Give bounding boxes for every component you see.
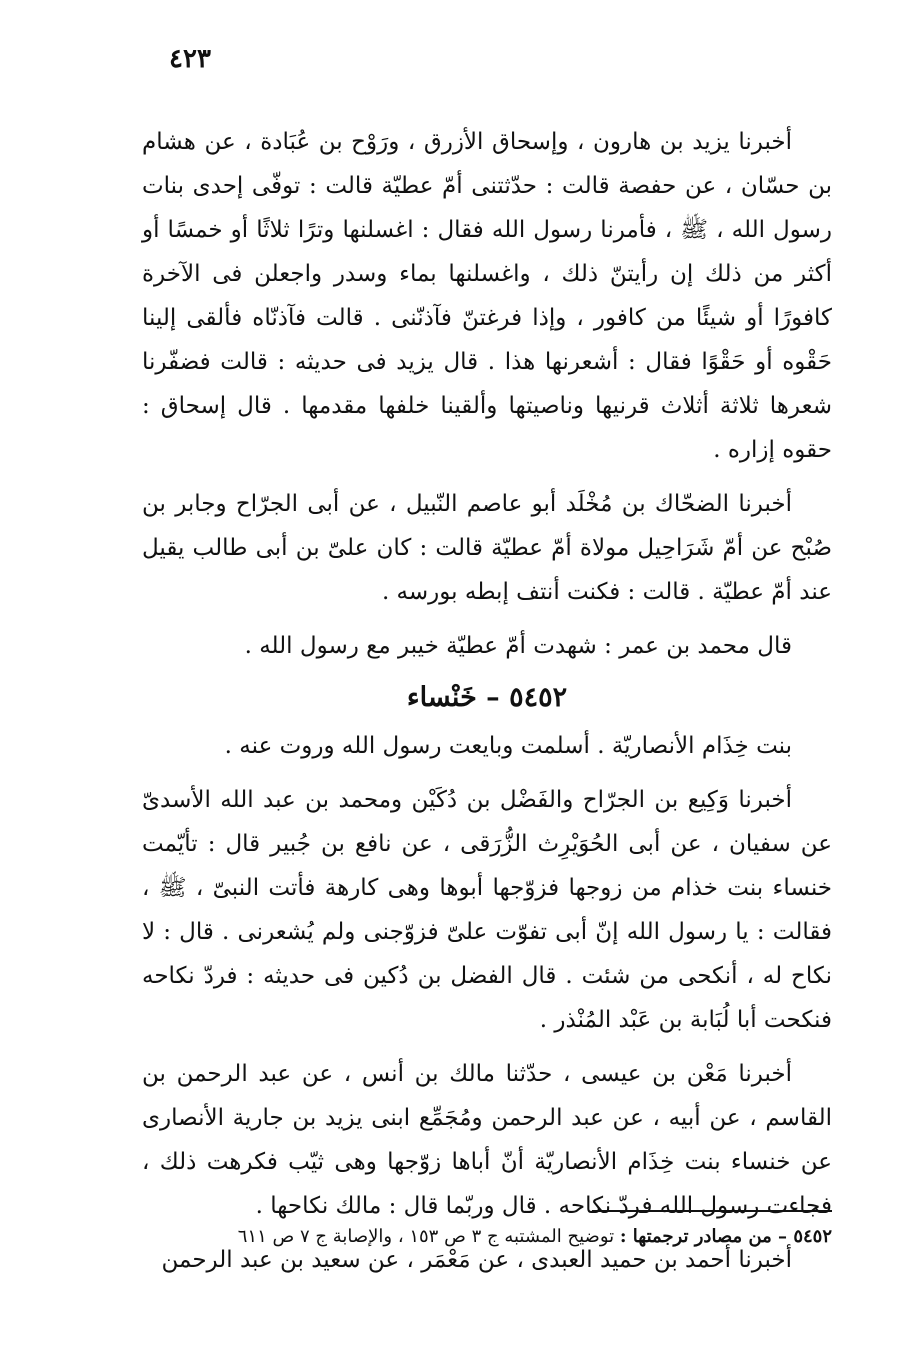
- footnote-divider: [592, 1210, 832, 1212]
- paragraph: بنت خِذَام الأنصاريّة . أسلمت وبايعت رسول الله وروت عنه .: [224, 733, 792, 759]
- footnote-label: ٥٤٥٢ – من مصادر ترجمتها :: [619, 1226, 832, 1247]
- paragraph: أخبرنا مَعْن بن عيسى ، حدّثنا مالك بن أنس ، عن عبد الرحمن بن القاسم ، عن أبيه ، عن عبد الرحمن ومُجَمِّع ابنى يزيد بن جارية الأنصارى عن خنساء بنت خِذَام الأنصاريّة أنّ أباها زوّجها وهى ثيّب فكرهت ذلك ، فجاءت رسول الله فردّ نكاحه . قال وربّما قال : مالك نكاحها .: [142, 1061, 832, 1219]
- paragraph: أخبرنا الضحّاك بن مُخْلَد أبو عاصم النّبيل ، عن أبى الجرّاح وجابر بن صُبْح عن أمّ شَرَاحِيل مولاة أمّ عطيّة قالت : كان علىّ بن أبى طالب يقيل عند أمّ عطيّة . قالت : فكنت أنتف إبطه بورسه .: [142, 491, 832, 605]
- footnote: [142, 1222, 832, 1252]
- main-text: [142, 120, 832, 1282]
- paragraph: أخبرنا وَكِيع بن الجرّاح والفَضْل بن دُكَيْن ومحمد بن عبد الله الأسدىّ عن سفيان ، عن أبى الحُوَيْرِث الزُّرَقى ، عن نافع بن جُبير قال : تأيّمت خنساء بنت خذام من زوجها فزوّجها أبوها وهى كارهة فأتت النبىّ ، ﷺ ، فقالت : يا رسول الله إنّ أبى تفوّت علىّ فزوّجنى ولم يُشعرنى . قال : لا نكاح له ، أنكحى من شئت . قال الفضل بن دُكين فى حديثه : فردّ نكاحه فنكحت أبا لُبَابة بن عَبْد المُنْذر .: [142, 787, 832, 1033]
- paragraph: أخبرنا يزيد بن هارون ، وإسحاق الأزرق ، ورَوْح بن عُبَادة ، عن هشام بن حسّان ، عن حفصة قالت : حدّثتنى أمّ عطيّة قالت : توفّى إحدى بنات رسول الله ، ﷺ ، فأمرنا رسول الله فقال : اغسلنها وترًا ثلاثًا أو خمسًا أو أكثر من ذلك إن رأيتنّ ذلك ، واغسلنها بماء وسدر واجعلن فى الآخرة كافورًا أو شيئًا من كافور ، وإذا فرغتنّ فآذنّنى . قالت فآذنّاه فألقى إلينا حَقْوه أو حَقْوًا فقال : أشعرنها هذا . قال يزيد فى حديثه : قالت فضفّرنا شعرها ثلاثة أثلاث قرنيها وناصيتها وألقينا خلفها مقدمها . قال إسحاق : حقوه إزاره .: [142, 129, 832, 463]
- entry-heading: ٥٤٥٢ – خَنْساء: [406, 682, 568, 713]
- paragraph: أخبرنا أحمد بن حميد العبدى ، عن مَعْمَر ، عن سعيد بن عبد الرحمن: [161, 1247, 792, 1273]
- page-number: ٤٢٣: [169, 44, 211, 74]
- footnote-text: توضيح المشتبه ج ٣ ص ١٥٣ ، والإصابة ج ٧ ص ٦١١: [237, 1226, 615, 1247]
- paragraph: قال محمد بن عمر : شهدت أمّ عطيّة خيبر مع رسول الله .: [244, 633, 792, 659]
